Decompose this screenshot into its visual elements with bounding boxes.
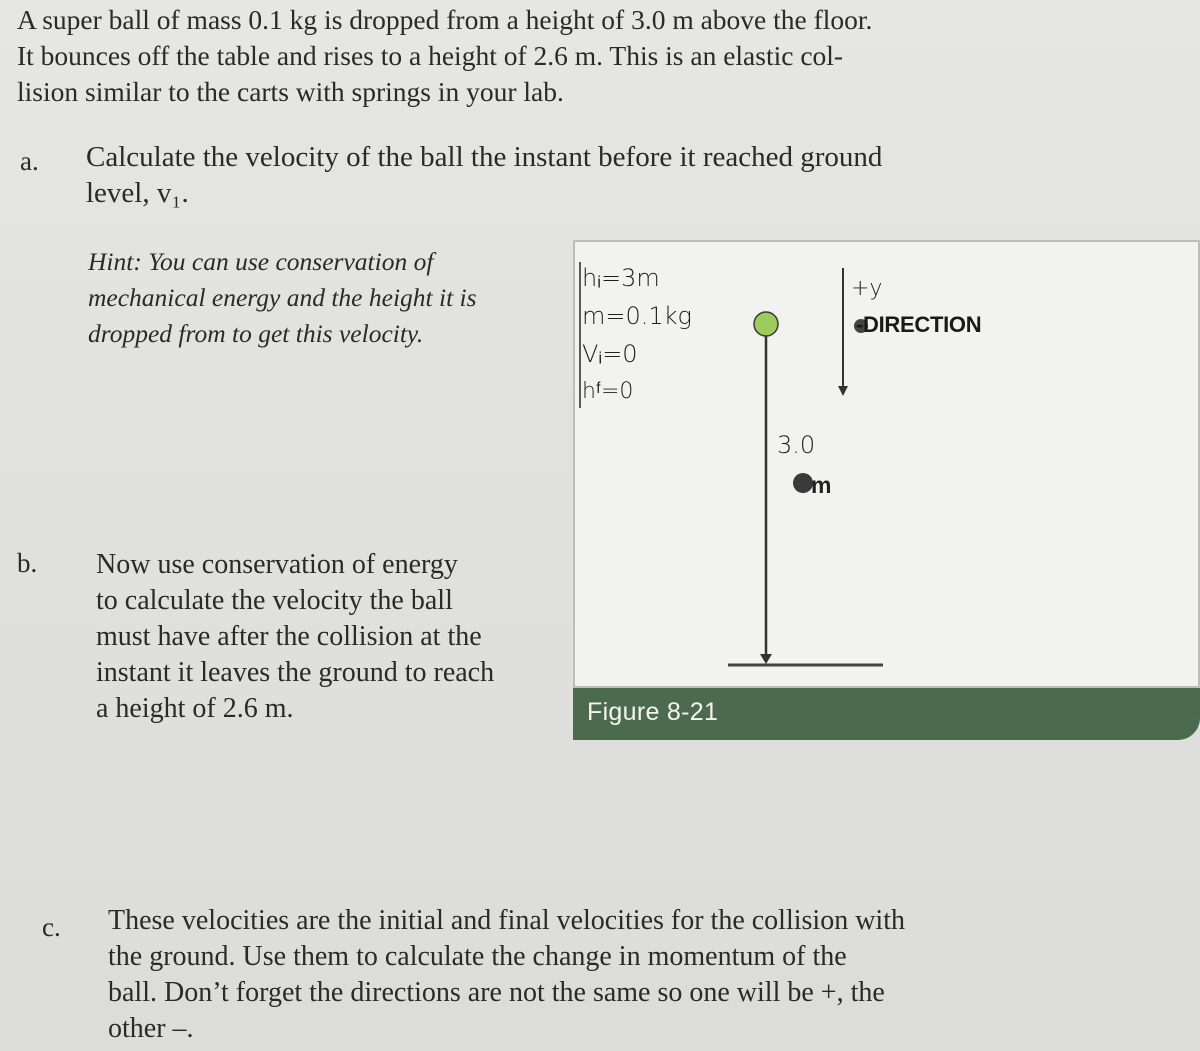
height-unit: m (811, 472, 832, 498)
question-b-line: to calculate the velocity the ball (96, 585, 453, 616)
question-c-line: the ground. Use them to calculate the change in momentum of the (108, 941, 847, 972)
intro-line: A super ball of mass 0.1 kg is dropped from a height of 3.0 m above the floor. (17, 4, 873, 35)
height-value: 3.0 (777, 431, 816, 459)
figure-8-21 (573, 240, 1200, 740)
direction-label: -DIRECTION (856, 312, 982, 337)
direction-arrow-head (838, 386, 848, 396)
question-b-line: instant it leaves the ground to reach (96, 657, 495, 688)
question-a-letter: a. (20, 146, 39, 176)
question-c-text (108, 903, 978, 1047)
question-a-line: Calculate the velocity of the ball the instant before it reached ground (86, 141, 883, 173)
question-c-line: other –. (108, 1013, 194, 1044)
question-a-text (86, 139, 1006, 211)
hint-line: mechanical energy and the height it is (88, 283, 477, 312)
hint-line: dropped from to get this velocity. (88, 319, 424, 348)
question-b-line: a height of 2.6 m. (96, 693, 294, 724)
note-initial-velocity: Vᵢ=0 (582, 340, 638, 368)
question-b-text (96, 547, 546, 727)
hint-line: Hint: You can use conservation of (88, 247, 434, 276)
question-c-line: ball. Don’t forget the directions are not the same so one will be +, the (108, 977, 885, 1008)
problem-intro (17, 2, 1192, 110)
figure-caption: Figure 8-21 (587, 698, 719, 726)
ball-icon (754, 312, 778, 336)
question-b-letter: b. (17, 548, 38, 578)
scribble-mark (793, 473, 813, 493)
hint-text (88, 244, 548, 352)
plus-y-label: +y (851, 276, 883, 301)
question-a-line: level, v₁. (86, 177, 189, 209)
note-final-height: hᶠ=0 (582, 379, 634, 404)
note-initial-height: hᵢ=3m (582, 264, 660, 292)
question-c-letter: c. (42, 912, 61, 942)
drop-arrowhead (760, 654, 772, 664)
question-b-line: must have after the collision at the (96, 621, 482, 652)
question-c-line: These velocities are the initial and final velocities for the collision with (108, 905, 905, 936)
intro-line: lision similar to the carts with springs in your lab. (17, 76, 564, 107)
intro-line: It bounces off the table and rises to a height of 2.6 m. This is an elastic col- (17, 40, 844, 71)
note-mass: m=0.1kg (582, 302, 692, 330)
question-b-line: Now use conservation of energy (96, 549, 458, 580)
